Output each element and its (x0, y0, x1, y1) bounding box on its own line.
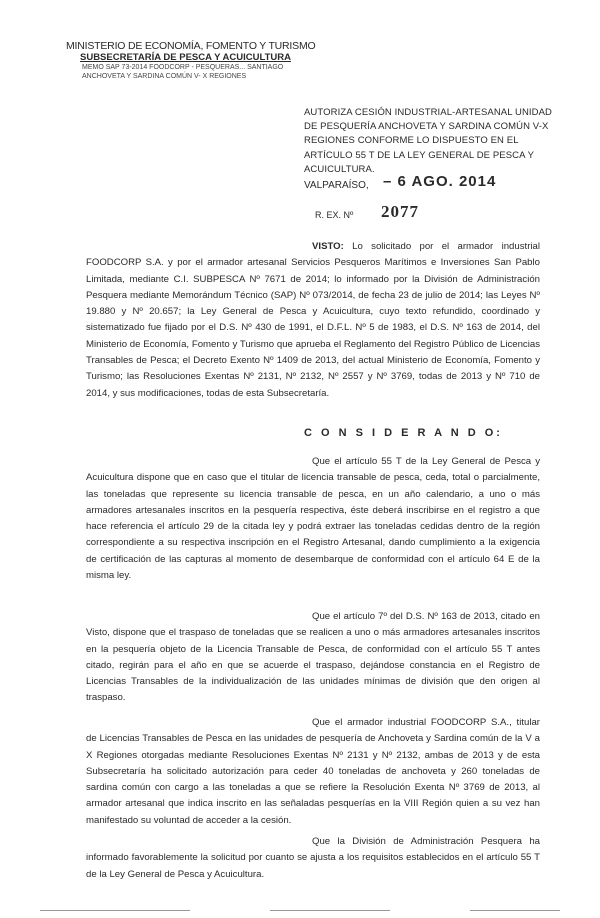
paragraph-text: Que el armador industrial FOODCORP S.A., titular de Licencias Transables de Pesca en las unidades de pesquería de Anchoveta y Sardina común de la V a X Regiones otorgadas mediante Resoluciones Exentas Nº 2131 y Nº 2132, ambas de 2013 y de esta Subsecretaría ha solicitado autorización para ceder 40 toneladas de anchoveta y 260 toneladas de sardina común con cargo a las toneladas a que se refiere la Resolución Exenta Nº 3769 de 2013, al armador artesanal que indica inscrito en las señaladas pesquerías en la VIII Región quien a su vez han manifestado su voluntad de acceder a la cesión. (86, 717, 540, 826)
memo-reference: MEMO SAP 73-2014 FOODCORP - PESQUERAS... SANTIAGO (82, 64, 284, 71)
footer-rule-center (270, 910, 390, 911)
considerando-heading: C O N S I D E R A N D O: (304, 427, 503, 439)
memo-subject: ANCHOVETA Y SARDINA COMÚN V- X REGIONES (82, 72, 247, 80)
letterhead (66, 40, 316, 81)
considerando-paragraph-3 (86, 715, 540, 829)
visto-paragraph (86, 239, 540, 402)
rex-number: 2077 (381, 202, 419, 221)
visto-label: VISTO: (312, 241, 344, 252)
visto-text: Lo solicitado por el armador industrial FOODCORP S.A. y por el armador artesanal Servicios Pesqueros Marítimos e Inversiones San Pablo Limitada, mediante C.I. SUBPESCA Nº 7671 de 2014; lo informado por la División de Administración Pesquera mediante Memorándum Técnico (SAP) Nº 073/2014, de fecha 23 de julio de 2014; las Leyes Nº 19.880 y Nº 20.657; la Ley General de Pesca y Acuicultura, cuyo texto refundido, coordinado y sistematizado fue fijado por el D.S. Nº 430 de 1991, el D.F.L. Nº 5 de 1983, el D.S. Nº 163 de 2014, del Ministerio de Economía, Fomento y Turismo que aprueba el Reglamento del Registro Público de Licencias Transables de Pesca; el Decreto Exento Nº 1409 de 2013, del actual Ministerio de Economía, Fomento y Turismo; las Resoluciones Exentas Nº 2131, Nº 2132, Nº 2557 y Nº 3769, todas de 2013 y Nº 710 de 2014, y sus modificaciones, todas de esta Subsecretaría. (86, 241, 540, 399)
considerando-paragraph-2 (86, 609, 540, 707)
footer-rule-left (40, 910, 190, 911)
paragraph-text: Que la División de Administración Pesquera ha informado favorablemente la solicitud por cuanto se ajusta a los requisitos establecidos en el artículo 55 T de la Ley General de Pesca y Acuicultura. (86, 836, 540, 880)
footer-rule-right (470, 910, 560, 911)
resolution-title: AUTORIZA CESIÓN INDUSTRIAL-ARTESANAL UNIDAD DE PESQUERÍA ANCHOVETA Y SARDINA COMÚN V-X REGIONES CONFORME LO DISPUESTO EN EL ARTÍCULO 55 T DE LA LEY GENERAL DE PESCA Y ACUICULTURA. (304, 107, 553, 175)
place-label: VALPARAÍSO, (304, 180, 369, 191)
paragraph-text: Que el artículo 55 T de la Ley General de Pesca y Acuicultura dispone que en caso que el titular de licencia transable de pesca, ceda, total o parcialmente, las toneladas que represente su licencia transable de pesca, en un año calendario, a uno o más armadores artesanales inscritos en la pesquería respectiva, éste deberá inscribirse en el registro a que hace referencia el artículo 29 de la citada ley y podrá extraer las toneladas cedidas dentro de la región correspondiente a su respectiva inscripción en el Registro Artesanal, dando cumplimiento a la exigencia de certificación de las capturas al momento de desembarque de conformidad con el artículo 64 E de la misma ley. (86, 456, 540, 582)
considerando-paragraph-4 (86, 834, 540, 883)
subsecretaria-name: SUBSECRETARÍA DE PESCA Y ACUICULTURA (80, 52, 291, 63)
paragraph-text: Que el artículo 7º del D.S. Nº 163 de 2013, citado en Visto, dispone que el traspaso de toneladas que se realicen a uno o más armadores artesanales inscritos en la pesquería objeto de la Licencia Transable de Pesca, de conformidad con el artículo 55 T antes citado, regirán para el año en que se acuerde el traspaso, dejándose constancia en el Registro de Licencias Transables de la individualización de las unidades mínimas de división que den origen al traspaso. (86, 611, 540, 704)
date-stamp: – 6 AGO. 2014 (383, 173, 497, 190)
considerando-paragraph-1 (86, 454, 540, 584)
ministry-name: MINISTERIO DE ECONOMÍA, FOMENTO Y TURISMO (66, 40, 316, 52)
rex-label: R. EX. Nº (315, 210, 354, 220)
